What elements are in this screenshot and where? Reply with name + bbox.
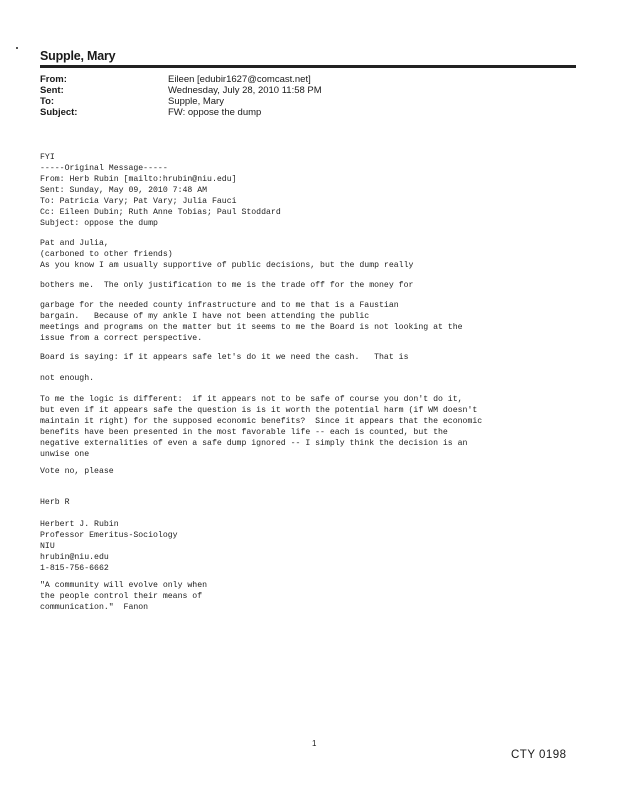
paragraph-3-line: To me the logic is different: if it appears not to be safe of course you don't do it, bbox=[40, 395, 463, 404]
to-row bbox=[40, 96, 322, 107]
subject-row bbox=[40, 107, 322, 118]
sent-value: Wednesday, July 28, 2010 11:58 PM bbox=[168, 85, 322, 96]
cc-note: (carboned to other friends) bbox=[40, 250, 173, 259]
mailbox-owner-name: Supple, Mary bbox=[40, 49, 116, 63]
orig-to: To: Patricia Vary; Pat Vary; Julia Fauci bbox=[40, 197, 237, 206]
paragraph-1-line: As you know I am usually supportive of public decisions, but the dump really bbox=[40, 261, 414, 270]
closing-line: Vote no, please bbox=[40, 467, 114, 476]
quote-line: the people control their means of bbox=[40, 592, 203, 601]
paragraph-3-line: but even if it appears safe the question is is it worth the potential harm (if WM doesn't bbox=[40, 406, 478, 415]
paragraph-1-line: bargain. Because of my ankle I have not been attending the public bbox=[40, 312, 370, 321]
to-value: Supple, Mary bbox=[168, 96, 224, 107]
paragraph-3-line: unwise one bbox=[40, 450, 90, 459]
to-label: To: bbox=[40, 96, 55, 107]
signature-line: Professor Emeritus-Sociology bbox=[40, 531, 178, 540]
header-rule-thick bbox=[40, 65, 576, 68]
from-value: Eileen [edubir1627@comcast.net] bbox=[168, 74, 311, 85]
signature-line: NIU bbox=[40, 542, 55, 551]
page-number: 1 bbox=[312, 739, 317, 748]
signoff-name: Herb R bbox=[40, 498, 70, 507]
paragraph-2-line: Board is saying: if it appears safe let's do it we need the cash. That is bbox=[40, 353, 409, 362]
paragraph-3-line: maintain it right) for the supposed economic benefits? Since it appears that the economic bbox=[40, 417, 483, 426]
greeting: Pat and Julia, bbox=[40, 239, 109, 248]
signature-line: 1-815-756-6662 bbox=[40, 564, 109, 573]
quote-line: "A community will evolve only when bbox=[40, 581, 208, 590]
paragraph-3-line: benefits have been presented in the most favorable life -- each is counted, but the bbox=[40, 428, 448, 437]
paragraph-1-line: issue from a correct perspective. bbox=[40, 334, 203, 343]
subject-value: FW: oppose the dump bbox=[168, 107, 262, 118]
paragraph-1-line: meetings and programs on the matter but it seems to me the Board is not looking at the bbox=[40, 323, 463, 332]
bates-stamp: CTY 0198 bbox=[511, 749, 567, 761]
orig-subject: Subject: oppose the dump bbox=[40, 219, 158, 228]
signature-line: hrubin@niu.edu bbox=[40, 553, 109, 562]
paragraph-3-line: negative externalities of even a safe dump ignored -- I simply think the decision is an bbox=[40, 439, 468, 448]
from-row bbox=[40, 74, 322, 85]
paragraph-1-line: garbage for the needed county infrastructure and to me that is a Faustian bbox=[40, 301, 399, 310]
orig-cc: Cc: Eileen Dubin; Ruth Anne Tobias; Paul Stoddard bbox=[40, 208, 281, 217]
sent-label: Sent: bbox=[40, 85, 64, 96]
fyi-line: FYI bbox=[40, 153, 55, 162]
quote-line: communication." Fanon bbox=[40, 603, 149, 612]
paragraph-1-line: bothers me. The only justification to me is the trade off for the money for bbox=[40, 281, 414, 290]
signature-line: Herbert J. Rubin bbox=[40, 520, 119, 529]
scan-speck bbox=[16, 47, 18, 49]
from-label: From: bbox=[40, 74, 67, 85]
email-header-fields bbox=[40, 74, 322, 118]
sent-row bbox=[40, 85, 322, 96]
paragraph-2-line: not enough. bbox=[40, 374, 95, 383]
original-message-marker: -----Original Message----- bbox=[40, 164, 168, 173]
orig-from: From: Herb Rubin [mailto:hrubin@niu.edu] bbox=[40, 175, 237, 184]
subject-label: Subject: bbox=[40, 107, 78, 118]
orig-sent: Sent: Sunday, May 09, 2010 7:48 AM bbox=[40, 186, 208, 195]
